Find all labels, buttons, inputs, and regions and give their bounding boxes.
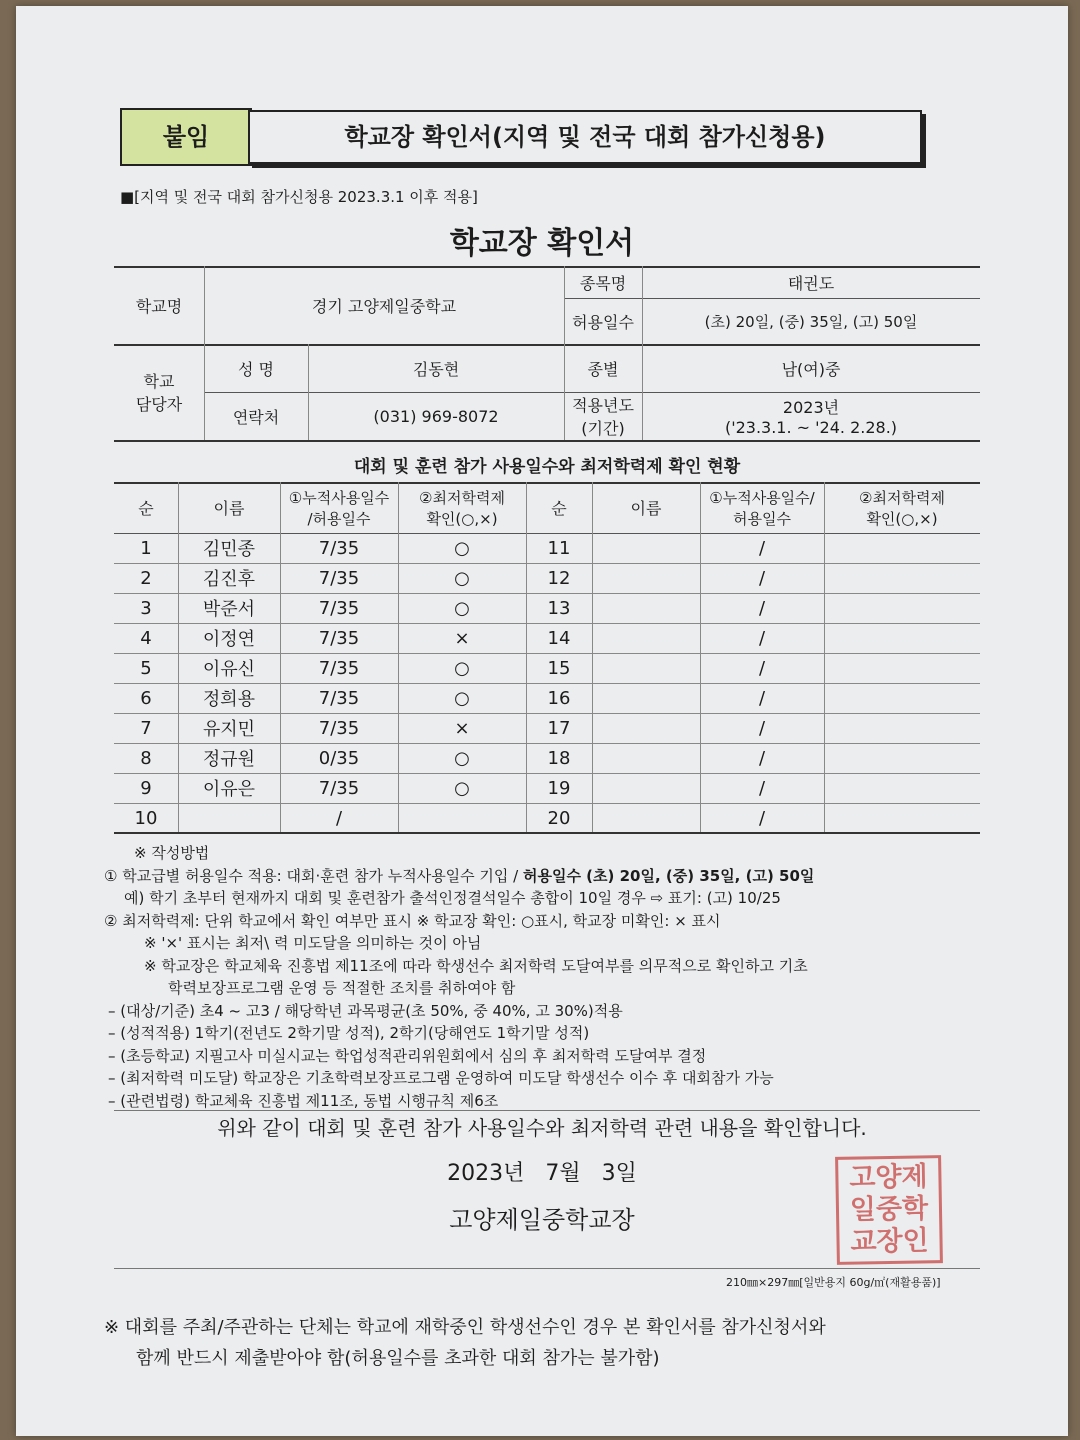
manager-label [114, 344, 204, 440]
col-header-days [280, 482, 398, 533]
note-1-bold: 허용일수 (초) 20일, (중) 35일, (고) 50일 [523, 866, 815, 885]
cell-no: 13 [547, 597, 571, 619]
cell-name: 박준서 [202, 599, 256, 620]
allowed-days-label: 허용일수 [572, 312, 634, 332]
col-header-no-right: 순 [551, 499, 567, 518]
cell-check [824, 773, 980, 803]
cell-no: 9 [140, 777, 152, 799]
cell-name: 김민종 [202, 539, 256, 560]
contact-label: 연락처 [232, 407, 280, 427]
cell-check: ○ [454, 747, 470, 769]
cell-days: 7/35 [318, 687, 360, 709]
cell-name [592, 803, 700, 833]
cell-name: 정규원 [202, 749, 256, 770]
cell-check: ○ [454, 687, 470, 709]
principal-signature: 고양제일중학교장 [449, 1206, 635, 1234]
page-title: 학교장 확인서 [449, 226, 635, 261]
cell-days: / [758, 657, 766, 679]
cell-days: / [758, 807, 766, 829]
cell-name: 정희용 [202, 689, 256, 710]
manager-label-line-1: 학교 [143, 372, 175, 391]
col-header-min-line-2: 확인(○,×) [426, 509, 498, 528]
cell-no: 19 [547, 777, 571, 799]
col-header-days-line-2: /허용일수 [307, 509, 371, 528]
cell-name: 이유신 [202, 659, 256, 680]
official-seal [835, 1155, 943, 1265]
cell-name: 이정연 [202, 629, 256, 650]
cell-check [824, 713, 980, 743]
cell-days: 7/35 [318, 567, 360, 589]
cell-days: 7/35 [318, 627, 360, 649]
document-title-box: 학교장 확인서(지역 및 전국 대회 참가신청용) [248, 110, 922, 164]
note-detail-2: – (성적적용) 1학기(전년도 2학기말 성적), 2학기(당해연도 1학기말 성적) [108, 1024, 590, 1042]
cell-check [824, 533, 980, 563]
seal-line-3: 교장인 [850, 1225, 929, 1258]
confirmation-text: 위와 같이 대회 및 훈련 참가 사용일수와 최저학력 관련 내용을 확인합니다. [217, 1116, 867, 1140]
cell-days: / [758, 717, 766, 739]
footer-note [104, 1312, 1024, 1374]
year-period-line: ('23.3.1. ~ '24. 2.28.) [724, 418, 898, 437]
cell-days: / [758, 747, 766, 769]
cell-check [824, 803, 980, 833]
sport-value: 태권도 [787, 273, 835, 293]
cell-days: / [758, 687, 766, 709]
year-label [564, 392, 642, 440]
notes-heading: ※ 작성방법 [134, 844, 210, 862]
seal-line-2: 일중학 [849, 1193, 929, 1226]
cell-days: 7/35 [318, 717, 360, 739]
seal-line-1: 고양제 [849, 1161, 928, 1194]
school-name-label: 학교명 [135, 296, 183, 316]
cell-name: 김진후 [202, 569, 256, 590]
cell-days: / [758, 597, 766, 619]
cell-no: 8 [140, 747, 152, 769]
cell-check: ○ [454, 657, 470, 679]
section-title: 대회 및 훈련 참가 사용일수와 최저학력제 확인 현황 [353, 456, 741, 477]
cell-check [398, 803, 526, 833]
cell-name [592, 743, 700, 773]
cell-days: 7/35 [318, 777, 360, 799]
allowed-days-value: (초) 20일, (중) 35일, (고) 50일 [704, 312, 918, 331]
year-label-line-2: (기간) [581, 419, 625, 438]
cell-no: 11 [547, 537, 571, 559]
col-header-min-line-1: ②최저학력제 [419, 488, 505, 507]
year-label-line-1: 적용년도 [572, 396, 634, 415]
name-label: 성 명 [238, 359, 274, 379]
cell-days: / [758, 777, 766, 799]
col-header-days-right-line-2: 허용일수 [733, 509, 791, 528]
col-header-days-right [700, 482, 824, 533]
cell-name [592, 593, 700, 623]
cell-days: / [758, 567, 766, 589]
contact-value: (031) 969-8072 [373, 406, 499, 426]
footer-line-1: ※ 대회를 주최/주관하는 단체는 학교에 재학중인 학생선수인 경우 본 확인서를 참가신청서와 [104, 1317, 826, 1338]
cell-days: / [335, 807, 343, 829]
cell-name [592, 653, 700, 683]
note-1 [104, 865, 1004, 888]
cell-no: 18 [547, 747, 571, 769]
cell-no: 12 [547, 567, 571, 589]
cell-name [592, 533, 700, 563]
writing-instructions [104, 842, 1004, 1112]
cell-no: 2 [140, 567, 152, 589]
col-header-no: 순 [138, 499, 154, 518]
gender-value: 남(여)중 [781, 359, 841, 379]
cell-no: 4 [140, 627, 152, 649]
cell-check: ○ [454, 777, 470, 799]
year-value [642, 392, 980, 440]
col-header-days-right-line-1: ①누적사용일수/ [709, 488, 815, 507]
note-detail-1: – (대상/기준) 초4 ~ 고3 / 해당학년 과목평균(초 50%, 중 40%, 고 30%)적용 [108, 1001, 623, 1020]
cell-no: 6 [140, 687, 152, 709]
cell-no: 14 [547, 627, 571, 649]
name-value: 김동현 [412, 359, 460, 379]
note-1-example: 예) 학기 초부터 현재까지 대회 및 훈련참가 출석인정결석일수 총합이 10일 경우 ⇨ 표기: (고) 10/25 [124, 889, 781, 907]
cell-days: / [758, 537, 766, 559]
cell-check [824, 743, 980, 773]
cell-check: ○ [454, 597, 470, 619]
col-header-min [398, 482, 526, 533]
col-header-min-right-line-1: ②최저학력제 [859, 488, 945, 507]
date-text: 2023년 7월 3일 [447, 1161, 637, 1186]
cell-no: 16 [547, 687, 571, 709]
col-header-name: 이름 [213, 499, 245, 518]
cell-name: 유지민 [202, 719, 256, 740]
attachment-tag: 붙임 [120, 108, 252, 166]
cell-days: 7/35 [318, 597, 360, 619]
col-header-name-right: 이름 [630, 499, 662, 518]
note-2: ② 최저학력제: 단위 학교에서 확인 여부만 표시 ※ 학교장 확인: ○표시, 학교장 미확인: × 표시 [104, 911, 721, 930]
cell-name [592, 563, 700, 593]
cell-name [592, 773, 700, 803]
col-header-min-right [824, 482, 980, 533]
cell-name [592, 623, 700, 653]
cell-check [824, 623, 980, 653]
note-2-c: 학력보장프로그램 운영 등 적절한 조치를 취하여야 함 [168, 979, 516, 997]
cell-no: 7 [140, 717, 152, 739]
note-detail-5: – (관련법령) 학교체육 진흥법 제11조, 동법 시행규칙 제6조 [108, 1091, 499, 1110]
cell-no: 5 [140, 657, 152, 679]
cell-name [592, 683, 700, 713]
cell-check [824, 563, 980, 593]
cell-days: 7/35 [318, 537, 360, 559]
col-header-min-right-line-2: 확인(○,×) [866, 509, 938, 528]
note-detail-4: – (최저학력 미도달) 학교장은 기초학력보장프로그램 운영하여 미도달 학생선수 이수 후 대회참가 가능 [108, 1069, 774, 1087]
note-2-b: ※ 학교장은 학교체육 진흥법 제11조에 따라 학생선수 최저학력 도달여부를 의무적으로 확인하고 기초 [144, 956, 808, 975]
cell-no: 20 [547, 807, 571, 829]
cell-name [592, 713, 700, 743]
note-2-a: ※ '×' 표시는 최저\ 력 미도달을 의미하는 것이 아님 [144, 934, 482, 952]
applicability-note: ■[지역 및 전국 대회 참가신청용 2023.3.1 이후 적용] [120, 188, 478, 206]
cell-name [178, 803, 280, 833]
cell-check: ○ [454, 567, 470, 589]
cell-check: ○ [454, 537, 470, 559]
cell-check [824, 683, 980, 713]
footer-line-2: 함께 반드시 제출받아야 함(허용일수를 초과한 대회 참가는 불가함) [136, 1348, 660, 1369]
cell-days: 7/35 [318, 657, 360, 679]
cell-no: 15 [547, 657, 571, 679]
cell-no: 17 [547, 717, 571, 739]
cell-no: 1 [140, 537, 152, 559]
school-name-value: 경기 고양제일중학교 [311, 296, 457, 316]
year-value-line: 2023년 [782, 398, 840, 417]
cell-check [824, 593, 980, 623]
cell-no: 3 [140, 597, 152, 619]
cell-no: 10 [134, 807, 158, 829]
note-1-text: ① 학교급별 허용일수 적용: 대회·훈련 참가 누적사용일수 기입 / [104, 866, 523, 885]
cell-days: 0/35 [318, 747, 360, 769]
col-header-days-line-1: ①누적사용일수 [288, 488, 390, 507]
cell-check: × [454, 717, 470, 739]
note-detail-3: – (초등학교) 지필고사 미실시교는 학업성적관리위원회에서 심의 후 최저학력 도달여부 결정 [108, 1046, 707, 1065]
cell-days: / [758, 627, 766, 649]
cell-name: 이유은 [202, 779, 256, 800]
paper-spec: 210㎜×297㎜[일반용지 60g/㎡(재활용품)] [726, 1276, 941, 1289]
gender-label: 종별 [587, 359, 619, 379]
cell-check [824, 653, 980, 683]
document-sheet [16, 6, 1068, 1436]
cell-check: × [454, 627, 470, 649]
manager-label-line-2: 담당자 [135, 395, 183, 414]
sport-label: 종목명 [579, 273, 627, 293]
